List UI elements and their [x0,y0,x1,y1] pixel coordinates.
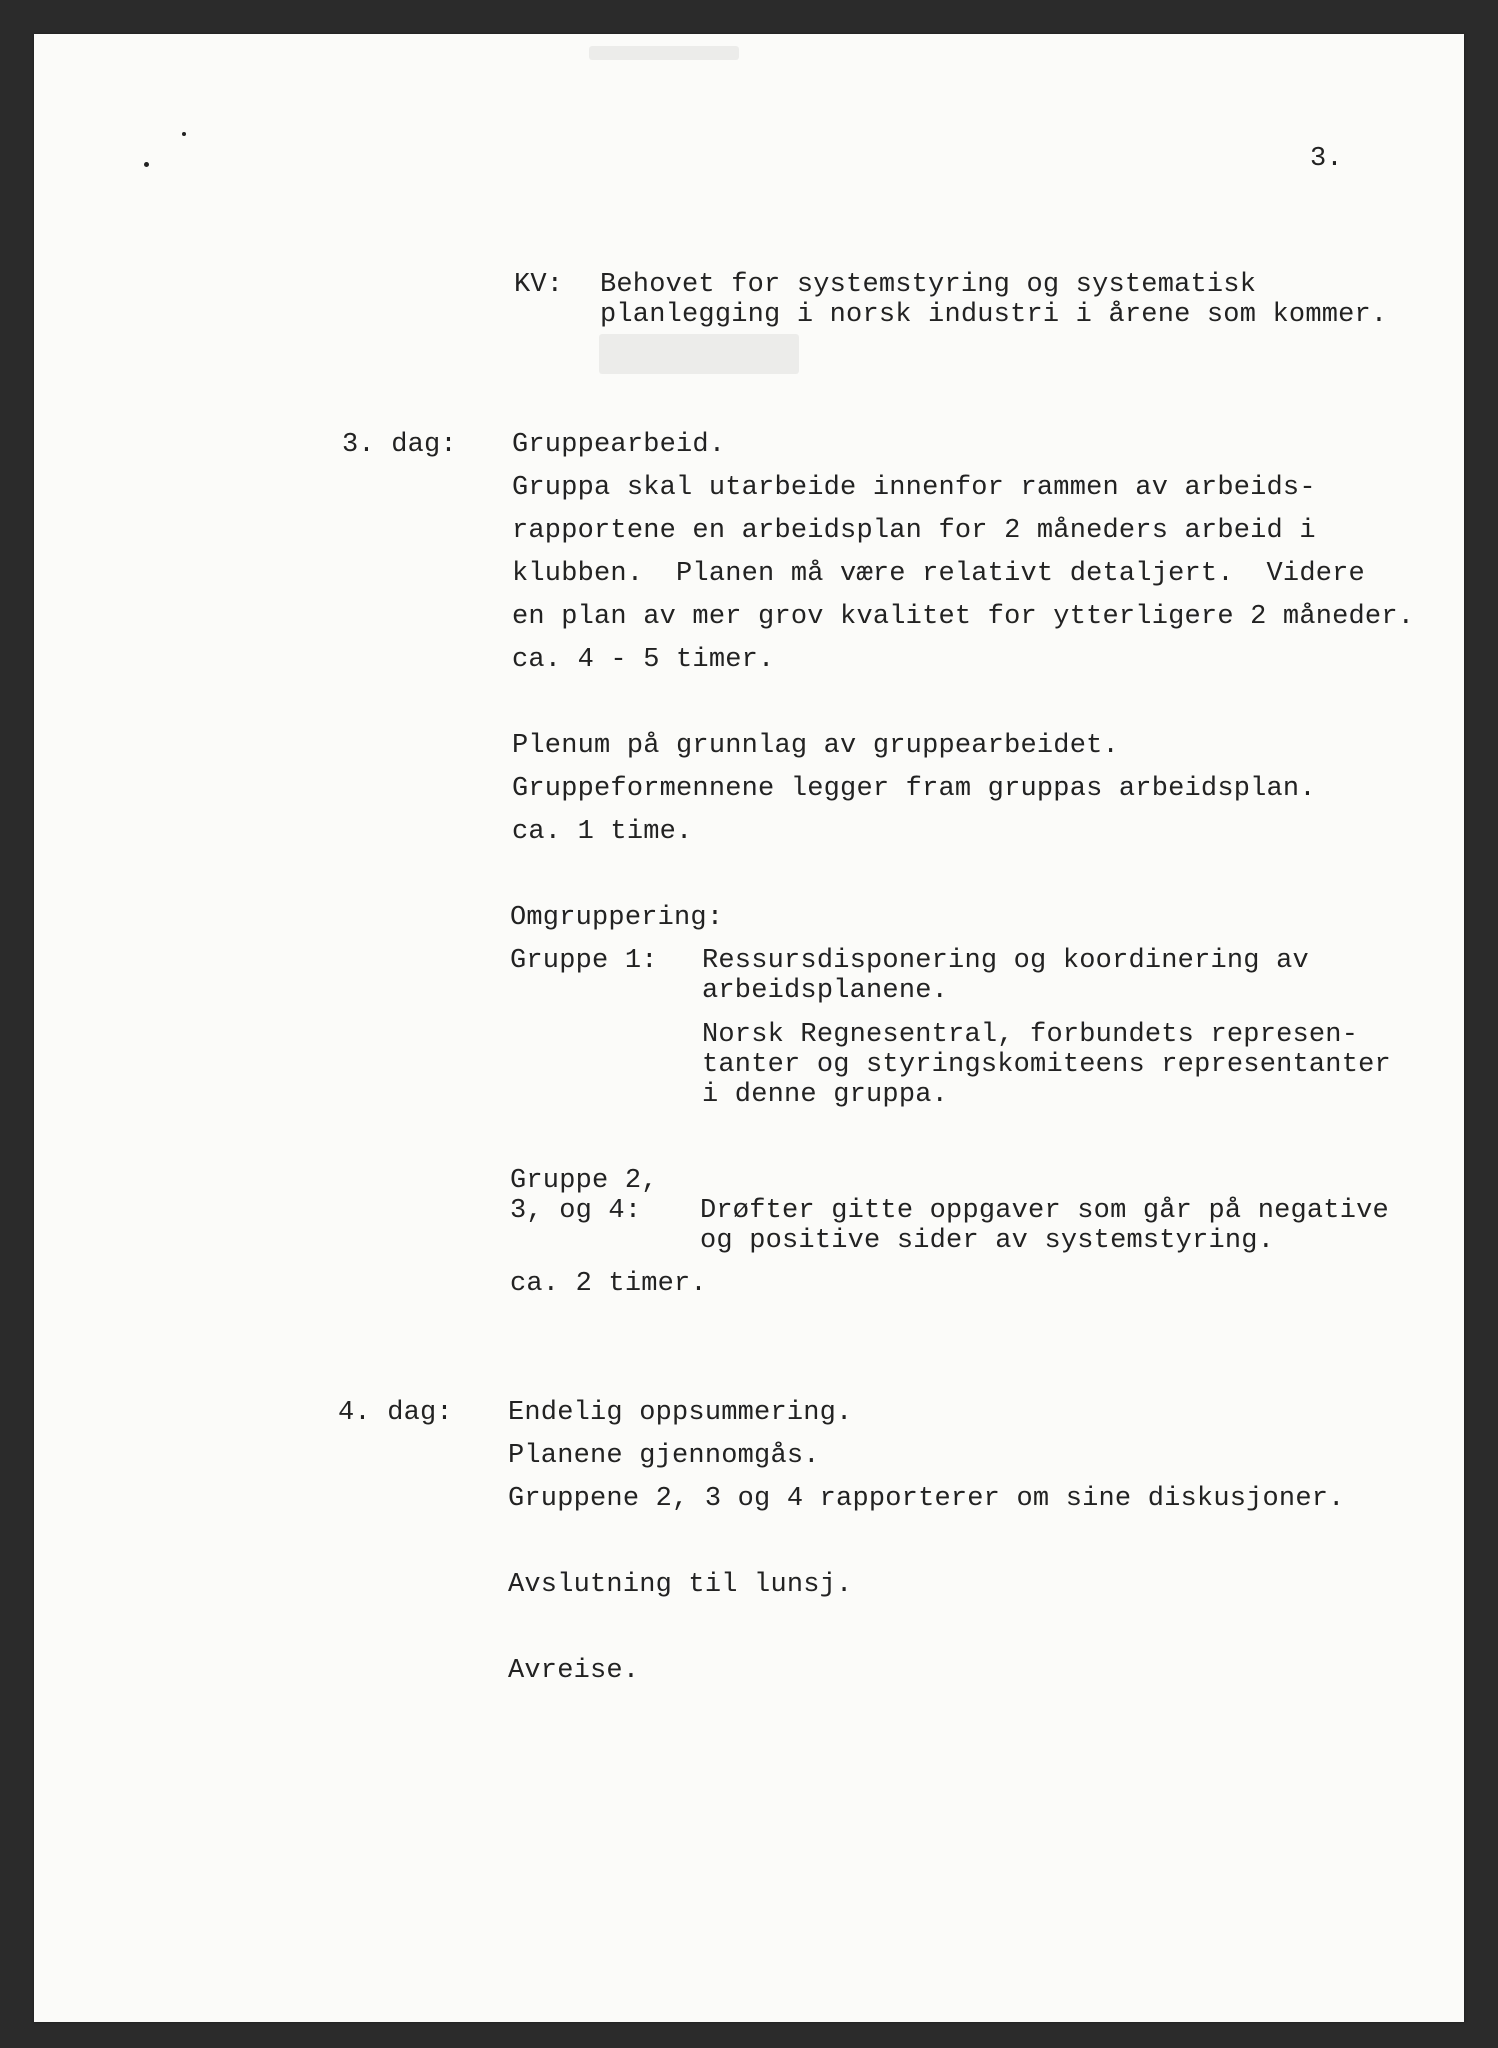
group234-text: og positive sider av systemstyring. [700,1226,1275,1256]
group234-text: Drøfter gitte oppgaver som går på negative [700,1196,1389,1226]
group1-text: arbeidsplanene. [702,976,949,1006]
day3-paragraph-line: en plan av mer grov kvalitet for ytterligere 2 måneder. [512,602,1415,632]
page-number: 3. [1310,144,1343,174]
group1-text: Ressursdisponering og koordinering av [702,946,1309,976]
bleed-through-mark [589,46,739,60]
day4-line: Endelig oppsummering. [508,1398,853,1428]
departure-line: Avreise. [508,1656,640,1686]
day3-paragraph-line: ca. 4 - 5 timer. [512,645,775,675]
bleed-through-mark [599,334,799,374]
day4-line: Planene gjennomgås. [508,1441,820,1471]
group1-label: Gruppe 1: [510,946,658,976]
day3-title: Gruppearbeid. [512,430,726,460]
kv-line: Behovet for systemstyring og systematisk [600,270,1257,300]
group234-label: 3, og 4: [510,1196,642,1226]
day4-line: Gruppene 2, 3 og 4 rapporterer om sine diskusjoner. [508,1484,1345,1514]
day3-time: ca. 2 timer. [510,1269,707,1299]
day3-label: 3. dag: [342,430,457,460]
kv-label: KV: [514,270,564,300]
kv-line: planlegging i norsk industri i årene som kommer. [600,300,1388,330]
day3-paragraph-line: Gruppa skal utarbeide innenfor rammen av arbeids- [512,473,1316,503]
group1-members: i denne gruppa. [702,1080,949,1110]
closing-line: Avslutning til lunsj. [508,1570,853,1600]
day3-paragraph-line: klubben. Planen må være relativt detaljert. Videre [512,559,1365,589]
day4-label: 4. dag: [338,1398,453,1428]
group1-members: tanter og styringskomiteens representanter [702,1050,1391,1080]
plenum-line: Plenum på grunnlag av gruppearbeidet. [512,731,1119,761]
stray-ink-mark [182,132,186,136]
plenum-line: Gruppeformennene legger fram gruppas arbeidsplan. [512,774,1316,804]
document-page [34,34,1464,2022]
group1-members: Norsk Regnesentral, forbundets represen- [702,1020,1359,1050]
day3-paragraph-line: rapportene en arbeidsplan for 2 måneders arbeid i [512,516,1316,546]
plenum-line: ca. 1 time. [512,817,693,847]
group234-label: Gruppe 2, [510,1166,658,1196]
stray-ink-mark [144,162,149,167]
regrouping-heading: Omgruppering: [510,903,724,933]
